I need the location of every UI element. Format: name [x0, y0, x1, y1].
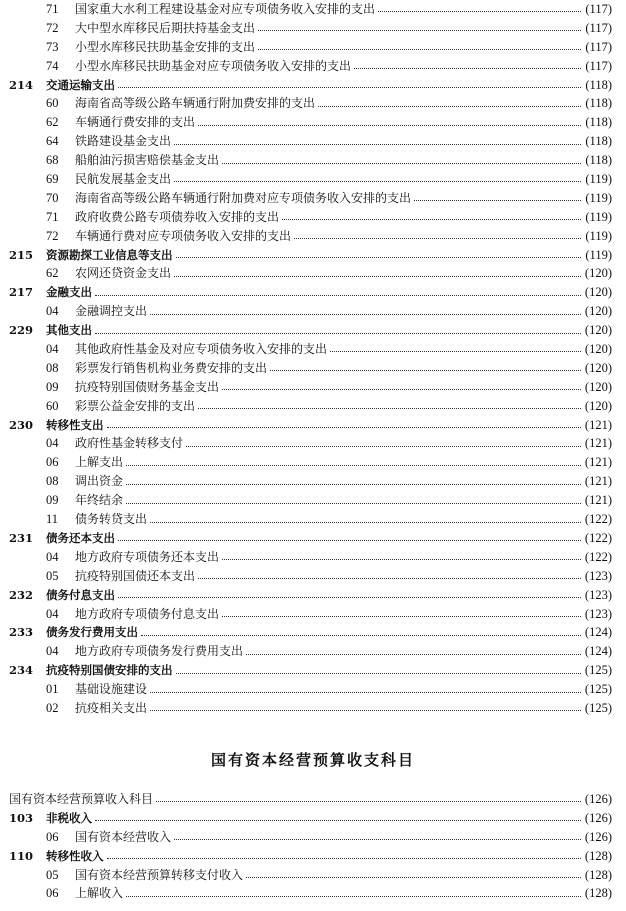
- toc-entry-page-number: (125): [584, 700, 612, 715]
- toc-entry-item-code: 04: [46, 644, 59, 659]
- toc-entry-line: [75, 605, 612, 624]
- toc-entry-page-number: (123): [584, 587, 612, 602]
- toc-entry-title: 国有资本经营收入: [75, 829, 172, 844]
- toc-entry-page-number: (125): [584, 663, 612, 678]
- toc-entry-title: 船舶油污损害赔偿基金支出: [75, 153, 220, 168]
- dot-leader: [174, 143, 581, 145]
- toc-entry[interactable]: [0, 416, 626, 435]
- toc-entry-item-code: 72: [46, 228, 59, 243]
- toc-entry-title: 地方政府专项债务发行费用支出: [75, 644, 244, 659]
- toc-entry[interactable]: [0, 321, 626, 340]
- toc-entry-line: [75, 680, 612, 699]
- dot-leader: [150, 709, 581, 711]
- toc-entry-title: 年终结余: [75, 493, 124, 508]
- toc-entry-title: 政府收费公路专项债券收入安排的支出: [75, 209, 280, 224]
- toc-entry-title: 非税收入: [46, 810, 92, 825]
- toc-entry-page-number: (120): [584, 398, 612, 413]
- toc-entry-line: [75, 57, 612, 76]
- toc-entry[interactable]: [0, 510, 626, 529]
- toc-entry-item-code: 62: [46, 266, 59, 281]
- toc-entry-item-code: 09: [46, 379, 59, 394]
- dot-leader: [107, 426, 581, 428]
- dot-leader: [107, 857, 581, 859]
- dot-leader: [126, 895, 581, 897]
- toc-entry[interactable]: [0, 884, 626, 903]
- dot-leader: [318, 105, 581, 107]
- toc-entry-title: 铁路建设基金支出: [75, 134, 172, 149]
- toc-entry-page-number: (120): [584, 304, 612, 319]
- toc-entry-line: [75, 113, 612, 132]
- toc-entry-page-number: (118): [585, 96, 612, 111]
- toc-entry[interactable]: [0, 76, 626, 95]
- toc-entry[interactable]: [0, 283, 626, 302]
- dot-leader: [150, 691, 581, 693]
- toc-entry-title: 债务付息支出: [46, 587, 115, 602]
- toc-entry-title: 债务转贷支出: [75, 512, 148, 527]
- toc-entry-item-code: 69: [46, 172, 59, 187]
- toc-entry[interactable]: [0, 340, 626, 359]
- toc-entry[interactable]: [0, 605, 626, 624]
- toc-entry-class-number: 103: [9, 810, 34, 825]
- dot-leader: [150, 521, 581, 523]
- toc-entry-line: [75, 510, 612, 529]
- toc-entry-title: 小型水库移民扶助基金对应专项债务收入安排的支出: [75, 58, 352, 73]
- toc-entry[interactable]: [0, 529, 626, 548]
- toc-entry[interactable]: [0, 699, 626, 718]
- toc-entry-page-number: (121): [584, 474, 612, 489]
- toc-entry-item-code: 04: [46, 436, 59, 451]
- toc-entry-title: 小型水库移民扶助基金安排的支出: [75, 39, 256, 54]
- dot-leader: [258, 29, 581, 31]
- toc-entry-title: 抗疫特别国债还本支出: [75, 568, 196, 583]
- toc-entry-line: [75, 359, 612, 378]
- toc-entry-line: [75, 699, 612, 718]
- toc-entry-item-code: 62: [46, 115, 59, 130]
- toc-entry[interactable]: [0, 453, 626, 472]
- toc-entry-page-number: (118): [585, 134, 612, 149]
- toc-entry-item-code: 72: [46, 20, 59, 35]
- toc-entry-title: 车辆通行费安排的支出: [75, 115, 196, 130]
- toc-entry-page-number: (124): [584, 644, 612, 659]
- toc-entry-item-code: 60: [46, 398, 59, 413]
- toc-entry-line: [46, 661, 612, 680]
- toc-entry[interactable]: [0, 0, 626, 19]
- toc-entry[interactable]: [0, 378, 626, 397]
- toc-entry-line: [46, 283, 612, 302]
- toc-entry-line: [46, 321, 612, 340]
- toc-entry[interactable]: [0, 790, 626, 809]
- toc-entry-item-code: 01: [46, 682, 59, 697]
- dot-leader: [414, 199, 581, 201]
- toc-entry-line: [75, 472, 612, 491]
- toc-entry-item-code: 64: [46, 134, 59, 149]
- toc-entry-page-number: (121): [584, 436, 612, 451]
- toc-entry-item-code: 06: [46, 455, 59, 470]
- toc-entry-page-number: (121): [584, 417, 612, 432]
- toc-entry[interactable]: [0, 623, 626, 642]
- dot-leader: [246, 653, 581, 655]
- toc-entry[interactable]: [0, 113, 626, 132]
- toc-entry-line: [75, 302, 612, 321]
- toc-entry-line: [75, 151, 612, 170]
- toc-entry-class-number: 214: [9, 77, 34, 92]
- dot-leader: [354, 67, 581, 69]
- toc-entry-title: 其他支出: [46, 323, 92, 338]
- toc-entry-line: [75, 227, 612, 246]
- toc-entry[interactable]: [0, 828, 626, 847]
- toc-entry-line: [75, 378, 612, 397]
- toc-entry-item-code: 08: [46, 474, 59, 489]
- toc-entry[interactable]: [0, 19, 626, 38]
- dot-leader: [176, 256, 582, 258]
- toc-entry-title: 民航发展基金支出: [75, 172, 172, 187]
- toc-entry-line: [75, 828, 612, 847]
- toc-entry-line: [46, 529, 612, 548]
- toc-entry-line: [9, 790, 612, 809]
- dot-leader: [95, 332, 581, 334]
- dot-leader: [246, 876, 581, 878]
- toc-entry-item-code: 06: [46, 829, 59, 844]
- toc-entry-line: [46, 809, 612, 828]
- toc-entry-line: [75, 264, 612, 283]
- toc-entry-title: 转移性支出: [46, 417, 104, 432]
- toc-entry[interactable]: [0, 397, 626, 416]
- dot-leader: [282, 218, 581, 220]
- toc-entry-title: 抗疫特别国债安排的支出: [46, 663, 173, 678]
- toc-entry-page-number: (126): [584, 810, 612, 825]
- toc-entry[interactable]: [0, 151, 626, 170]
- toc-entry-title: 债务还本支出: [46, 530, 115, 545]
- toc-entry[interactable]: [0, 38, 626, 57]
- toc-entry-line: [46, 246, 612, 265]
- toc-entry-title: 上解收入: [75, 886, 124, 901]
- toc-entry-line: [75, 19, 612, 38]
- toc-entry-title: 海南省高等级公路车辆通行附加费对应专项债务收入安排的支出: [75, 190, 412, 205]
- toc-entry-title: 金融调控支出: [75, 304, 148, 319]
- toc-entry-item-code: 05: [46, 867, 59, 882]
- toc-entry-page-number: (118): [585, 77, 612, 92]
- toc-entry-item-code: 09: [46, 493, 59, 508]
- toc-entry-item-code: 71: [46, 209, 59, 224]
- dot-leader: [95, 294, 581, 296]
- toc-entry-page-number: (119): [585, 247, 612, 262]
- toc-entry-line: [75, 208, 612, 227]
- toc-entry[interactable]: [0, 548, 626, 567]
- toc-entry[interactable]: [0, 642, 626, 661]
- toc-entry-title: 交通运输支出: [46, 77, 115, 92]
- dot-leader: [126, 483, 581, 485]
- dot-leader: [198, 407, 581, 409]
- dot-leader: [150, 313, 581, 315]
- dot-leader: [222, 558, 581, 560]
- dot-leader: [198, 124, 581, 126]
- toc-entry-page-number: (120): [584, 266, 612, 281]
- toc-entry-line: [46, 623, 612, 642]
- toc-entry-page-number: (120): [584, 360, 612, 375]
- dot-leader: [118, 539, 581, 541]
- toc-entry-title: 海南省高等级公路车辆通行附加费安排的支出: [75, 96, 316, 111]
- toc-entry[interactable]: [0, 132, 626, 151]
- toc-entry-page-number: (119): [585, 209, 612, 224]
- dot-leader: [141, 634, 581, 636]
- toc-entry-class-number: 215: [9, 247, 34, 262]
- dot-leader: [95, 819, 581, 821]
- toc-entry-page-number: (126): [584, 829, 612, 844]
- toc-entry-page-number: (122): [584, 530, 612, 545]
- toc-entry-title: 金融支出: [46, 285, 92, 300]
- toc-entry-line: [75, 866, 612, 885]
- toc-entry[interactable]: [0, 302, 626, 321]
- toc-entry-page-number: (121): [584, 493, 612, 508]
- toc-entry-page-number: (117): [585, 20, 612, 35]
- toc-entry-line: [46, 586, 612, 605]
- toc-entry-item-code: 04: [46, 606, 59, 621]
- toc-entry[interactable]: [0, 472, 626, 491]
- dot-leader: [176, 672, 581, 674]
- toc-entry-page-number: (119): [585, 190, 612, 205]
- toc-entry-page-number: (120): [584, 323, 612, 338]
- toc-entry-class-number: 234: [9, 663, 34, 678]
- toc-entry-title: 国家重大水利工程建设基金对应专项债务收入安排的支出: [75, 2, 376, 16]
- toc-entry-page-number: (122): [584, 512, 612, 527]
- dot-leader: [126, 502, 581, 504]
- toc-entry-title: 抗疫相关支出: [75, 700, 148, 715]
- toc-entry[interactable]: [0, 680, 626, 699]
- toc-entry-item-code: 04: [46, 549, 59, 564]
- toc-entry-class-number: 110: [9, 848, 34, 863]
- toc-entry-class-number: 232: [9, 587, 34, 602]
- toc-entry[interactable]: [0, 661, 626, 680]
- toc-entry-item-code: 71: [46, 2, 59, 16]
- dot-leader: [126, 464, 581, 466]
- toc-entry-title: 国有资本经营预算收入科目: [9, 792, 154, 806]
- dot-leader: [118, 86, 581, 88]
- toc-entry-item-code: 60: [46, 96, 59, 111]
- toc-entry-title: 地方政府专项债务付息支出: [75, 606, 220, 621]
- dot-leader: [378, 10, 581, 12]
- dot-leader: [222, 615, 581, 617]
- dot-leader: [174, 275, 581, 277]
- toc-entry-item-code: 04: [46, 342, 59, 357]
- toc-entry-class-number: 217: [9, 285, 34, 300]
- toc-entry-line: [75, 548, 612, 567]
- toc-entry-line: [75, 453, 612, 472]
- toc-entry-item-code: 05: [46, 568, 59, 583]
- dot-leader: [270, 369, 581, 371]
- dot-leader: [330, 350, 581, 352]
- toc-entry-page-number: (123): [584, 606, 612, 621]
- toc-entry-title: 其他政府性基金及对应专项债务收入安排的支出: [75, 342, 328, 357]
- toc-entry-class-number: 231: [9, 530, 34, 545]
- toc-entry-item-code: 70: [46, 190, 59, 205]
- toc-entry-page-number: (125): [584, 682, 612, 697]
- dot-leader: [174, 838, 581, 840]
- toc-entry-page-number: (119): [585, 228, 612, 243]
- dot-leader: [198, 577, 581, 579]
- toc-entry-page-number: (117): [585, 2, 612, 16]
- toc-entry-line: [75, 189, 612, 208]
- toc-entry-title: 车辆通行费对应专项债务收入安排的支出: [75, 228, 292, 243]
- toc-entry-page-number: (122): [584, 549, 612, 564]
- toc-entry-page-number: (120): [584, 342, 612, 357]
- toc-entry[interactable]: [0, 227, 626, 246]
- toc-entry-page-number: (118): [585, 153, 612, 168]
- toc-entry[interactable]: [0, 567, 626, 586]
- toc-entry-item-code: 11: [46, 512, 59, 527]
- toc-entry-line: [75, 884, 612, 903]
- toc-entry-page-number: (124): [584, 625, 612, 640]
- toc-entry-page-number: (118): [585, 115, 612, 130]
- toc-entry-title: 大中型水库移民后期扶持基金支出: [75, 20, 256, 35]
- toc-entry[interactable]: [0, 57, 626, 76]
- section-heading: 国有资本经营预算收支科目: [210, 751, 415, 769]
- toc-entry-title: 资源勘探工业信息等支出: [46, 247, 173, 262]
- toc-entry[interactable]: [0, 586, 626, 605]
- toc-entry[interactable]: [0, 264, 626, 283]
- toc-entry-class-number: 229: [9, 323, 34, 338]
- toc-entry[interactable]: [0, 491, 626, 510]
- toc-entry-line: [46, 76, 612, 95]
- toc-entry[interactable]: [0, 847, 626, 866]
- toc-entry[interactable]: [0, 94, 626, 113]
- toc-entry-page-number: (117): [585, 58, 612, 73]
- toc-entry-item-code: 02: [46, 700, 59, 715]
- dot-leader: [156, 800, 581, 802]
- toc-entry-item-code: 68: [46, 153, 59, 168]
- toc-entry-page-number: (119): [585, 172, 612, 187]
- toc-entry-line: [75, 491, 612, 510]
- toc-entry-title: 转移性收入: [46, 848, 104, 863]
- toc-entry-item-code: 73: [46, 39, 59, 54]
- toc-entry-title: 彩票公益金安排的支出: [75, 398, 196, 413]
- toc-entry-title: 地方政府专项债务还本支出: [75, 549, 220, 564]
- toc-entry-title: 上解支出: [75, 455, 124, 470]
- toc-entry-line: [75, 38, 612, 57]
- toc-entry-title: 调出资金: [75, 474, 124, 489]
- toc-entry-title: 农网还贷资金支出: [75, 266, 172, 281]
- toc-entry-title: 彩票发行销售机构业务费安排的支出: [75, 360, 268, 375]
- toc-entry-title: 基础设施建设: [75, 682, 148, 697]
- toc-entry-title: 政府性基金转移支付: [75, 436, 184, 451]
- toc-entry-class-number: 230: [9, 417, 34, 432]
- toc-entry-page-number: (120): [584, 379, 612, 394]
- toc-entry[interactable]: [0, 246, 626, 265]
- toc-entry-line: [46, 416, 612, 435]
- toc-entry[interactable]: [0, 809, 626, 828]
- toc-entry-page-number: (128): [584, 848, 612, 863]
- toc-entry-line: [75, 132, 612, 151]
- toc-entry-item-code: 08: [46, 360, 59, 375]
- toc-entry-line: [75, 434, 612, 453]
- toc-entry[interactable]: [0, 359, 626, 378]
- dot-leader: [118, 596, 581, 598]
- toc-entry-line: [75, 567, 612, 586]
- toc-entry[interactable]: [0, 208, 626, 227]
- dot-leader: [222, 388, 581, 390]
- toc-entry-item-code: 74: [46, 58, 59, 73]
- toc-entry-line: [75, 94, 612, 113]
- toc-entry-title: 债务发行费用支出: [46, 625, 138, 640]
- toc-entry-line: [75, 0, 612, 19]
- toc-entry-page-number: (121): [584, 455, 612, 470]
- dot-leader: [258, 48, 581, 50]
- toc-entry-line: [46, 847, 612, 866]
- toc-entry[interactable]: [0, 434, 626, 453]
- toc-entry-page-number: (128): [584, 867, 612, 882]
- toc-entry-title: 国有资本经营预算转移支付收入: [75, 867, 244, 882]
- dot-leader: [294, 237, 581, 239]
- toc-entry-line: [75, 397, 612, 416]
- dot-leader: [174, 180, 581, 182]
- toc-entry-line: [75, 170, 612, 189]
- toc-entry-page-number: (120): [584, 285, 612, 300]
- toc-entry-page-number: (117): [585, 39, 612, 54]
- toc-entry[interactable]: [0, 170, 626, 189]
- toc-entry[interactable]: [0, 866, 626, 885]
- toc-entry-line: [75, 340, 612, 359]
- toc-list-state-capital: [0, 790, 626, 903]
- toc-entry-page-number: (123): [584, 568, 612, 583]
- dot-leader: [222, 162, 581, 164]
- toc-entry-page-number: (128): [584, 886, 612, 901]
- toc-entry-page-number: (126): [584, 792, 612, 806]
- toc-entry-item-code: 04: [46, 304, 59, 319]
- toc-entry-class-number: 233: [9, 625, 34, 640]
- toc-entry-item-code: 06: [46, 886, 59, 901]
- toc-entry-title: 抗疫特别国债财务基金支出: [75, 379, 220, 394]
- toc-entry[interactable]: [0, 189, 626, 208]
- toc-entry-line: [75, 642, 612, 661]
- dot-leader: [186, 445, 581, 447]
